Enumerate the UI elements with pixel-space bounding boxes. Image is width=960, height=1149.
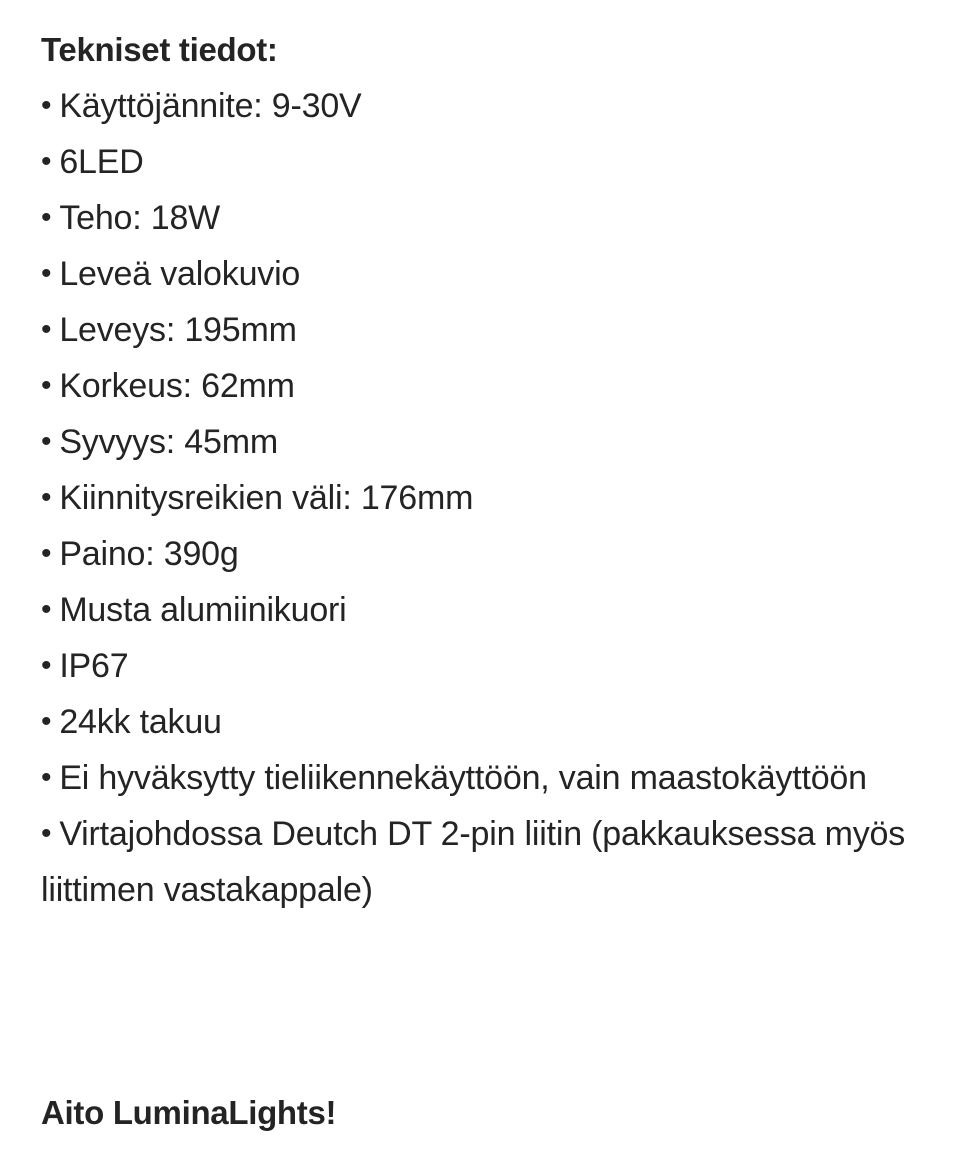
spec-item — [41, 526, 931, 582]
footer-tagline: Aito LuminaLights! — [41, 1094, 337, 1131]
bullet-icon: • — [41, 537, 52, 570]
spec-item — [41, 190, 931, 246]
bullet-icon: • — [41, 761, 52, 794]
spec-text: 6LED — [59, 143, 144, 181]
spec-item — [41, 806, 931, 918]
spec-item — [41, 302, 931, 358]
spec-item — [41, 246, 931, 302]
bullet-icon: • — [41, 89, 52, 122]
spec-text: Syvyys: 45mm — [59, 423, 278, 461]
spec-text: Ei hyväksytty tieliikennekäyttöön, vain maastokäyttöön — [59, 759, 867, 797]
spec-item — [41, 414, 931, 470]
product-description — [41, 22, 931, 918]
bullet-icon: • — [41, 313, 52, 346]
spec-text: Paino: 390g — [59, 535, 239, 573]
specs-heading: Tekniset tiedot: — [41, 31, 278, 68]
bullet-icon: • — [41, 817, 52, 850]
bullet-icon: • — [41, 649, 52, 682]
spec-item — [41, 750, 931, 806]
bullet-icon: • — [41, 481, 52, 514]
spec-item — [41, 582, 931, 638]
bullet-icon: • — [41, 705, 52, 738]
bullet-icon: • — [41, 369, 52, 402]
specs-list — [41, 78, 931, 918]
spec-text: Korkeus: 62mm — [59, 367, 295, 405]
spec-item — [41, 134, 931, 190]
spec-item — [41, 470, 931, 526]
spec-text: Teho: 18W — [59, 199, 221, 237]
bullet-icon: • — [41, 201, 52, 234]
spec-text: Virtajohdossa Deutch DT 2-pin liitin (pakkauksessa myös liittimen vastakappale) — [41, 815, 906, 909]
spec-text: IP67 — [59, 647, 129, 685]
spec-text: Kiinnitysreikien väli: 176mm — [59, 479, 474, 517]
spec-item — [41, 694, 931, 750]
bullet-icon: • — [41, 593, 52, 626]
spec-text: Leveä valokuvio — [59, 255, 301, 293]
spec-item — [41, 358, 931, 414]
spec-text: Leveys: 195mm — [59, 311, 297, 349]
bullet-icon: • — [41, 145, 52, 178]
spec-text: 24kk takuu — [59, 703, 222, 741]
bullet-icon: • — [41, 425, 52, 458]
spec-item — [41, 78, 931, 134]
bullet-icon: • — [41, 257, 52, 290]
spec-text: Käyttöjännite: 9-30V — [59, 87, 362, 125]
spec-text: Musta alumiinikuori — [59, 591, 347, 629]
spec-item — [41, 638, 931, 694]
